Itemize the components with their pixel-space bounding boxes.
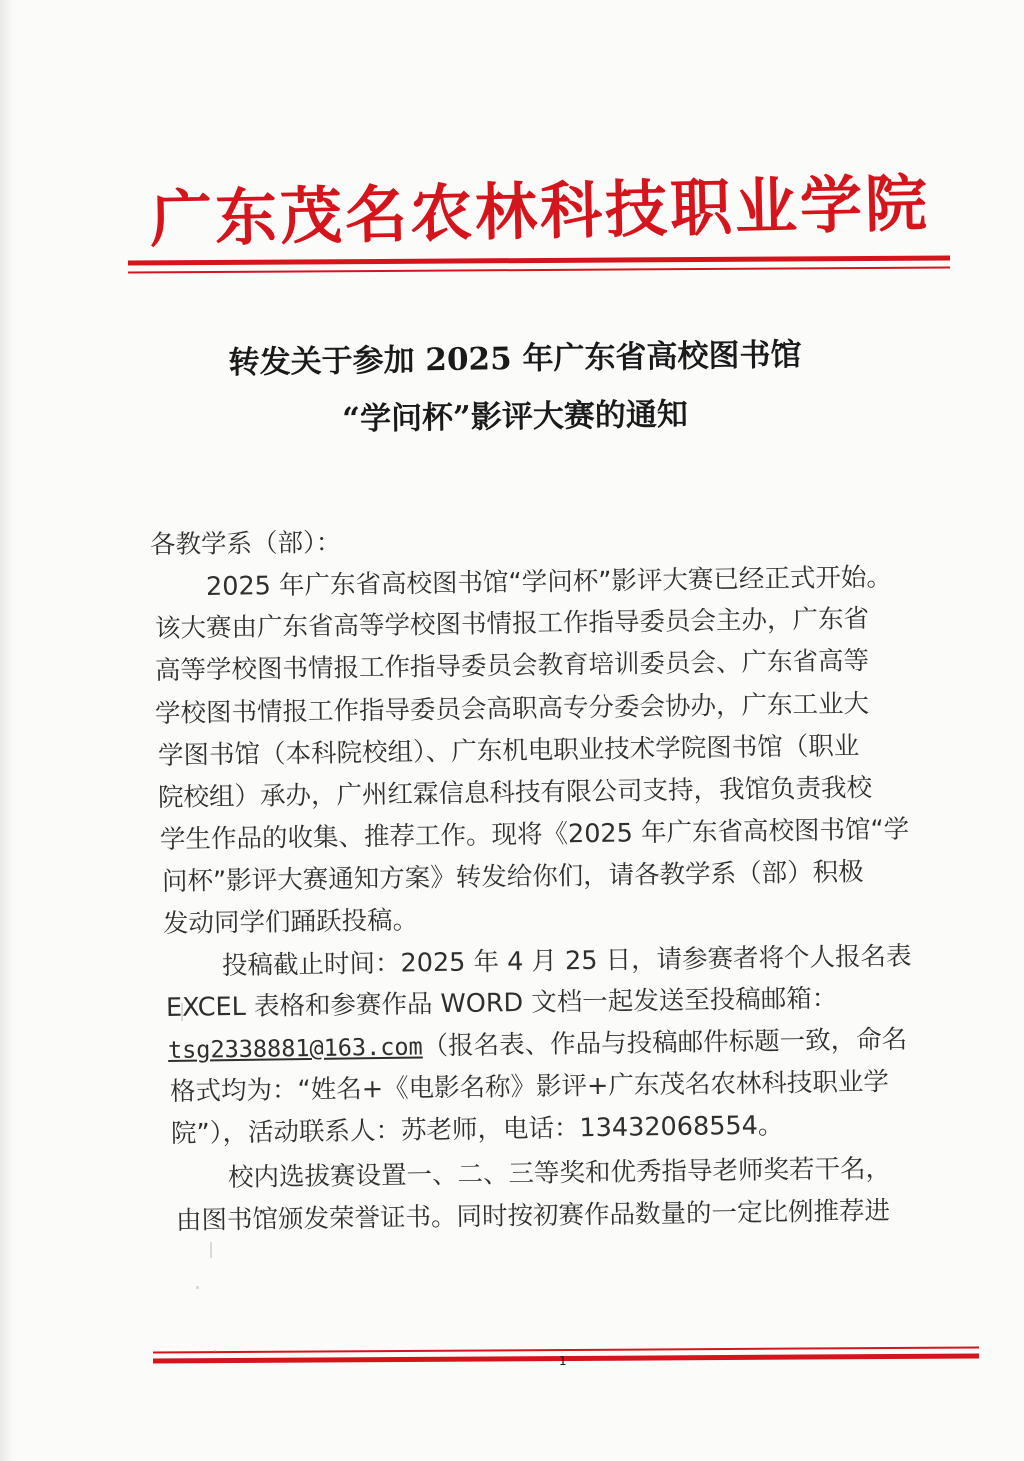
header-red-rule-thin [128,266,950,273]
scan-edge-shadow [0,0,14,1461]
header-red-rule-thick [128,255,950,265]
body-line-8: 问杯”影评大赛通知方案》转发给你们，请各教学系（部）积极 [161,857,864,897]
scan-speck [214,1350,216,1352]
submission-email-link[interactable]: tsg2338881@163.com [167,1032,423,1064]
page-number: 1 [559,1354,567,1368]
document-title-line-1: 转发关于参加 2025 年广东省高校图书馆 [228,337,802,381]
body-line-5: 学图书馆（本科院校组）、广东机电职业技术学院图书馆（职业 [157,731,860,771]
body-line-email [168,1020,908,1066]
body-line-3: 高等学校图书情报工作指导委员会教育培训委员会、广东省高等 [154,646,870,686]
footer-red-rule-thin [153,1346,979,1353]
email-suffix-text: （报名表、作品与投稿邮件标题一致，命名 [422,1024,908,1062]
body-line-2: 该大赛由广东省高等学校图书情报工作指导委员会主办，广东省 [154,604,870,644]
document-title-line-2: “学问杯”影评大赛的通知 [341,396,689,438]
body-line-11: EXCEL 表格和参赛作品 WORD 文档一起发送至投稿邮箱： [165,983,838,1023]
salutation: 各教学系（部）： [149,527,342,560]
scan-speck [196,1286,199,1289]
body-line-7: 学生作品的收集、推荐工作。现将《2025 年广东省高校图书馆“学 [159,814,910,855]
body-line-4: 学校图书情报工作指导委员会高职高专分委会协办，广东工业大 [154,689,870,729]
body-line-6: 院校组）承办，广州红霖信息科技有限公司支持，我馆负责我校 [157,773,873,813]
organization-header: 广东茂名农林科技职业学院 [149,166,931,256]
body-line-16: 由图书馆颁发荣誉证书。同时按初赛作品数量的一定比例推荐进 [175,1196,891,1236]
body-line-15: 校内选拔赛设置一、二、三等奖和优秀指导老师奖若干名， [227,1153,892,1193]
body-line-1: 2025 年广东省高校图书馆“学问杯”影评大赛已经正式开始。 [205,562,893,602]
scan-speck [181,1003,183,1021]
scan-speck [210,1242,212,1258]
body-line-10: 投稿截止时间：2025 年 4 月 25 日，请参赛者将个人报名表 [221,941,912,981]
body-line-14: 院”），活动联系人：苏老师，电话：13432068554。 [170,1110,784,1149]
body-line-13: 格式均为：“姓名+《电影名称》影评+广东茂名农林科技职业学 [169,1066,890,1107]
body-line-9: 发动同学们踊跃投稿。 [162,905,419,939]
